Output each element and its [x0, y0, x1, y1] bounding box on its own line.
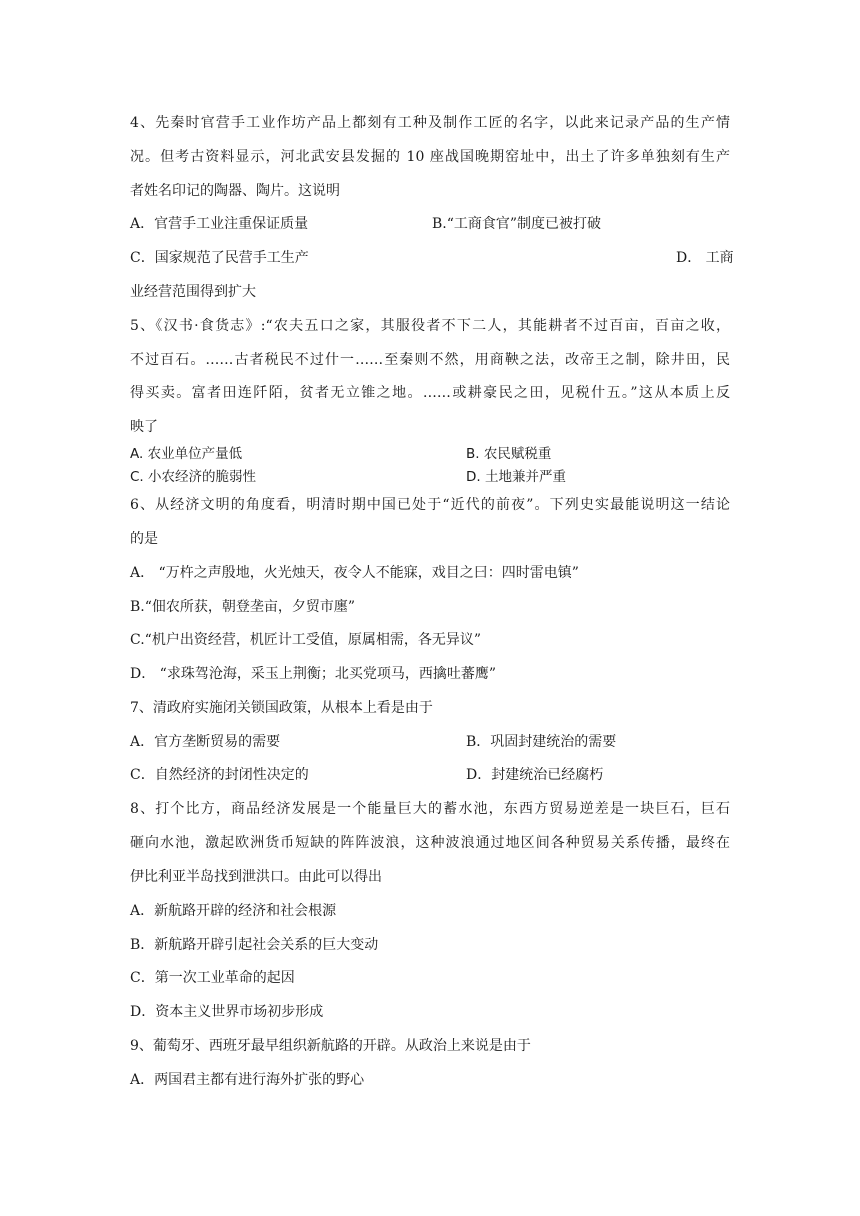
q6-option-a: A． “万杵之声殷地，火光烛天，夜令人不能寐，戏目之曰：四时雷电镇”	[130, 565, 579, 581]
q6-stem-line-2: 的是	[130, 531, 158, 547]
q6-option-c: C.“机户出资经营，机匠计工受值，原属相需，各无异议”	[130, 632, 481, 648]
q7-option-c: C．自然经济的封闭性决定的	[130, 767, 309, 783]
q7-option-d: D．封建统治已经腐朽	[466, 767, 604, 783]
q6-option-d: D． “求珠驾沧海，采玉上荆衡；北买党项马，西擒吐蕃鹰”	[130, 666, 496, 682]
q8-option-a: A．新航路开辟的经济和社会根源	[130, 903, 337, 919]
q6-option-b: B.“佃农所获，朝登垄亩，夕贸市廛”	[130, 599, 356, 615]
q7-option-b: B．巩固封建统治的需要	[466, 734, 617, 750]
q5-option-c: C. 小农经济的脆弱性	[130, 469, 257, 485]
q4-option-a: A．官营手工业注重保证质量	[130, 216, 309, 232]
q4-stem-line-3: 者姓名印记的陶器、陶片。这说明	[130, 183, 340, 199]
q9-option-a: A．两国君主都有进行海外扩张的野心	[130, 1072, 365, 1088]
q8-option-c: C．第一次工业革命的起因	[130, 970, 295, 986]
q4-option-d-head: D． 工商	[676, 250, 734, 266]
q7-option-a: A．官方垄断贸易的需要	[130, 734, 281, 750]
q8-stem-line-1: 8、打个比方，商品经济发展是一个能量巨大的蓄水池，东西方贸易逆差是一块巨石，巨石	[130, 801, 730, 817]
q6-stem-line-1: 6、从经济文明的角度看，明清时期中国已处于“近代的前夜”。下列史实最能说明这一结论	[130, 497, 730, 513]
q8-stem-line-3: 伊比利亚半岛找到泄洪口。由此可以得出	[130, 869, 382, 885]
q4-stem-line-2: 况。但考古资料显示，河北武安县发掘的 10 座战国晚期窑址中，出土了许多单独刻有生产	[130, 149, 730, 165]
q5-stem-line-3: 得买卖。富者田连阡陌，贫者无立锥之地。……或耕豪民之田，见税什五。”这从本质上反	[130, 385, 730, 401]
q5-option-a: A. 农业单位产量低	[130, 446, 243, 462]
q8-option-d: D．资本主义世界市场初步形成	[130, 1004, 324, 1020]
q5-stem-line-1: 5、《汉书·食货志》:“农夫五口之家，其服役者不下二人，其能耕者不过百亩，百亩之收，	[130, 318, 730, 334]
q4-option-b: B.“工商食官”制度已被打破	[432, 216, 602, 232]
q5-stem-line-4: 映了	[130, 419, 158, 435]
q5-option-d: D. 土地兼并严重	[466, 469, 566, 485]
q4-option-c: C．国家规范了民营手工生产	[130, 250, 309, 266]
q4-option-d-tail: 业经营范围得到扩大	[130, 284, 256, 300]
q9-stem-line-1: 9、葡萄牙、西班牙最早组织新航路的开辟。从政治上来说是由于	[130, 1038, 531, 1054]
q7-stem-line-1: 7、清政府实施闭关锁国政策，从根本上看是由于	[130, 700, 433, 716]
q5-stem-line-2: 不过百石。……古者税民不过什一……至秦则不然，用商鞅之法，改帝王之制，除井田，民	[130, 352, 730, 368]
q5-option-b: B. 农民赋税重	[466, 446, 552, 462]
q8-option-b: B．新航路开辟引起社会关系的巨大变动	[130, 937, 379, 953]
q4-stem-line-1: 4、先秦时官营手工业作坊产品上都刻有工种及制作工匠的名字，以此来记录产品的生产情	[130, 115, 730, 131]
q8-stem-line-2: 砸向水池，激起欧洲货币短缺的阵阵波浪，这种波浪通过地区间各种贸易关系传播，最终在	[130, 835, 730, 851]
